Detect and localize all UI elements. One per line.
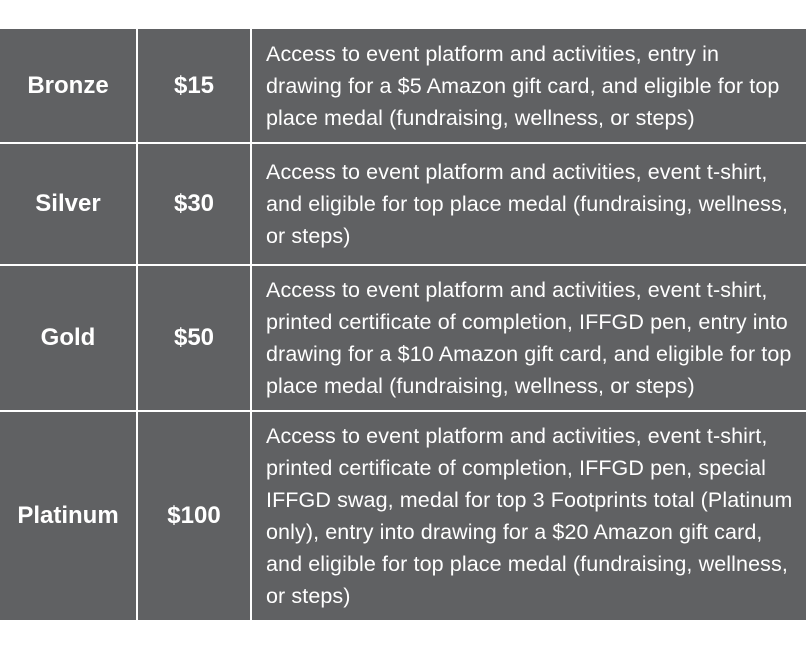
tier-name-cell: Gold: [0, 265, 137, 411]
tier-benefits-cell: Access to event platform and activities, entry in drawing for a $5 Amazon gift card, and eligible for top place medal (fundraising, wellness, or steps): [251, 29, 806, 143]
table-row-gold: [0, 265, 806, 411]
table-row-platinum: [0, 411, 806, 620]
tier-price-cell: $30: [137, 143, 251, 265]
tier-benefits-cell: Access to event platform and activities, event t-shirt, printed certificate of completion, IFFGD pen, special IFFGD swag, medal for top 3 Footprints total (Platinum only), entry into drawing for a $20 Amazon gift card, and eligible for top place medal (fundraising, wellness, or steps): [251, 411, 806, 620]
table-row-silver: [0, 143, 806, 265]
tier-benefits-cell: Access to event platform and activities, event t-shirt, printed certificate of completion, IFFGD pen, entry into drawing for a $10 Amazon gift card, and eligible for top place medal (fundraising, wellness, or steps): [251, 265, 806, 411]
tier-pricing-table: [0, 29, 806, 620]
tier-name-cell: Bronze: [0, 29, 137, 143]
tier-name-cell: Silver: [0, 143, 137, 265]
tier-price-cell: $15: [137, 29, 251, 143]
tier-price-cell: $50: [137, 265, 251, 411]
tier-price-cell: $100: [137, 411, 251, 620]
tier-benefits-cell: Access to event platform and activities, event t-shirt, and eligible for top place medal (fundraising, wellness, or steps): [251, 143, 806, 265]
table-row-bronze: [0, 29, 806, 143]
tier-name-cell: Platinum: [0, 411, 137, 620]
